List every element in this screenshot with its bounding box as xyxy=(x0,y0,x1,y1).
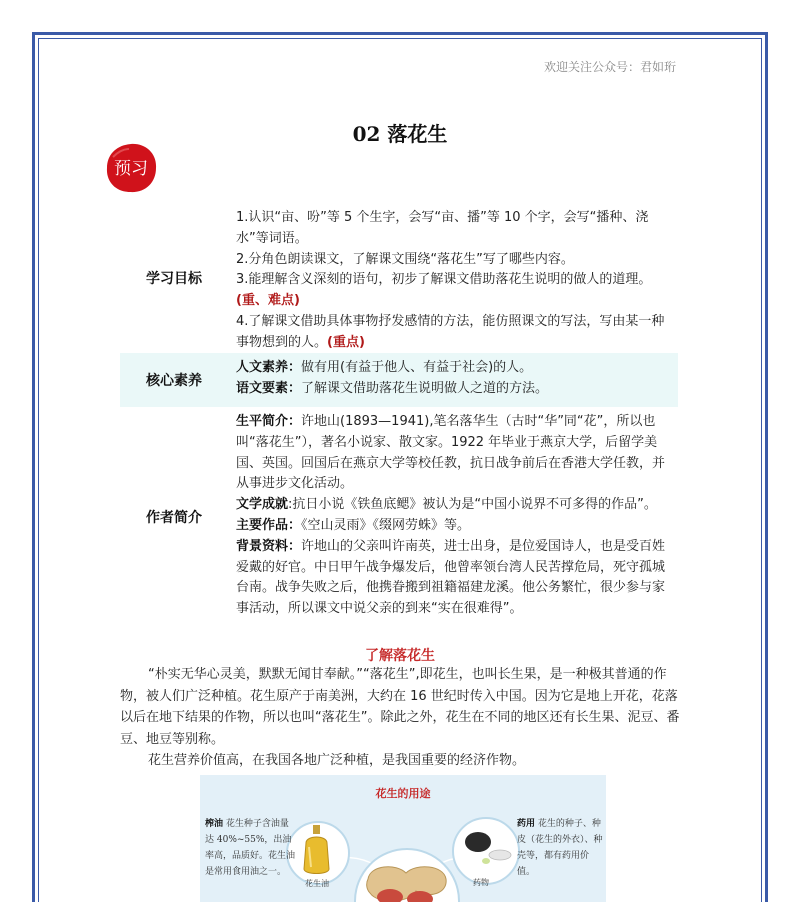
humanities-line xyxy=(236,358,674,379)
goal-item xyxy=(236,250,674,271)
goal-tag-key-difficult: (重、难点) xyxy=(236,293,300,309)
label-author-intro: 作者简介 xyxy=(146,510,202,526)
figure-medicine-text xyxy=(517,816,603,880)
row-core-literacy xyxy=(120,353,678,407)
achievement-text: :抗日小说《铁鱼底鳃》被认为是“中国小说界不可多得的作品”。 xyxy=(288,497,657,513)
background-label: 背景资料： xyxy=(236,538,302,554)
achievement-label: 文学成就 xyxy=(236,497,289,513)
medicine-circle xyxy=(453,818,519,884)
medicine-caption: 药物 xyxy=(473,878,489,887)
bio-block xyxy=(236,412,674,495)
goal-text: 3.能理解含义深刻的语句，初步了解课文借助落花生说明的做人的道理。 xyxy=(236,272,652,288)
preview-badge-text: 预习 xyxy=(114,159,148,179)
goal-text: 4.了解课文借助具体事物抒发感情的方法，能仿照课文的写法，写由某一种事物想到的人。 xyxy=(236,313,665,350)
goals-content xyxy=(228,203,678,353)
row-author-intro xyxy=(120,407,678,627)
language-text: 了解课文借助落花生说明做人之道的方法。 xyxy=(301,380,549,396)
oil-label: 榨油 xyxy=(205,819,224,829)
peanut-uses-figure xyxy=(200,775,606,902)
humanities-label: 人文素养： xyxy=(236,360,302,375)
works-block xyxy=(236,516,674,537)
paragraph-value: 花生营养价值高，在我国各地广泛种植，是我国重要的经济作物。 xyxy=(148,753,526,768)
account-note: 欢迎关注公众号：君如珩 xyxy=(543,60,676,74)
background-block xyxy=(236,537,674,620)
goal-item xyxy=(236,312,674,354)
medicine-label: 药用 xyxy=(517,819,536,829)
label-learning-goals: 学习目标 xyxy=(146,271,202,287)
background-text: 许地山的父亲叫许南英，进士出身，是位爱国诗人，也是受百姓爱戴的好官。中日甲午战争爆发后，他曾率领台湾人民苦撑危局，死守孤城台南。战争失败之后，他携眷搬到祖籍福建龙溪。他公务繁忙，很少参与家事活动，所以课文中说父亲的到来“实在很难得”。 xyxy=(236,538,666,617)
medicine-description: 花生的种子、种皮（花生的外衣）、种壳等，都有药用价值。 xyxy=(517,819,603,877)
goal-text: 1.认识“亩、吩”等 5 个生字，会写“亩、播”等 10 个字，会写“播种、浇水”等词语。 xyxy=(236,210,649,246)
humanities-text: 做有用(有益于他人、有益于社会)的人。 xyxy=(301,360,533,375)
info-table xyxy=(120,203,678,627)
bio-label: 生平简介： xyxy=(236,414,302,429)
goal-text: 2.分角色朗读课文，了解课文围绕“落花生”写了哪些内容。 xyxy=(236,251,574,267)
goal-item xyxy=(236,208,674,250)
author-content xyxy=(228,407,678,627)
page-title: 02 落花生 xyxy=(352,122,448,146)
achievement-block xyxy=(236,495,674,516)
label-core-literacy: 核心素养 xyxy=(146,373,202,389)
figure-title: 花生的用途 xyxy=(375,787,431,800)
figure-oil-text xyxy=(205,816,295,880)
language-line xyxy=(236,379,674,400)
paragraph-intro: “朴实无华心灵美，默默无闻甘奉献。”“落花生”,即花生，也叫长生果，是一种极其普通的作物，被人们广泛种植。花生原产于南美洲，大约在 16 世纪时传入中国。因为它是地上开花，花落以后在地下结果的作物，所以也叫“落花生”。除此之外，花生在不同的地区还有长生果、泥豆、番豆、地豆等别称。 xyxy=(120,667,680,747)
goal-item xyxy=(236,270,674,312)
language-label: 语文要素： xyxy=(236,380,302,396)
literacy-content xyxy=(228,353,678,407)
goal-tag-key: (重点) xyxy=(327,334,365,350)
works-text: 《空山灵雨》《缀网劳蛛》等。 xyxy=(301,517,471,533)
oil-description: 花生种子含油量达 40%~55%，出油率高，品质好。花生油是常用食用油之一。 xyxy=(205,819,296,877)
preview-stamp-icon xyxy=(103,141,159,195)
row-learning-goals xyxy=(120,203,678,353)
section-title: 了解落花生 xyxy=(365,648,435,664)
bio-text: 许地山(1893—1941),笔名落华生（古时“华”同“花”，所以也叫“落花生”），著名小说家、散文家。1922 年毕业于燕京大学，后留学美国、英国。回国后在燕京大学等校任教，抗日战争前后在香港大学任教，并从事进步文化活动。 xyxy=(236,414,666,492)
works-label: 主要作品： xyxy=(236,517,302,533)
oil-caption: 花生油 xyxy=(305,879,329,888)
